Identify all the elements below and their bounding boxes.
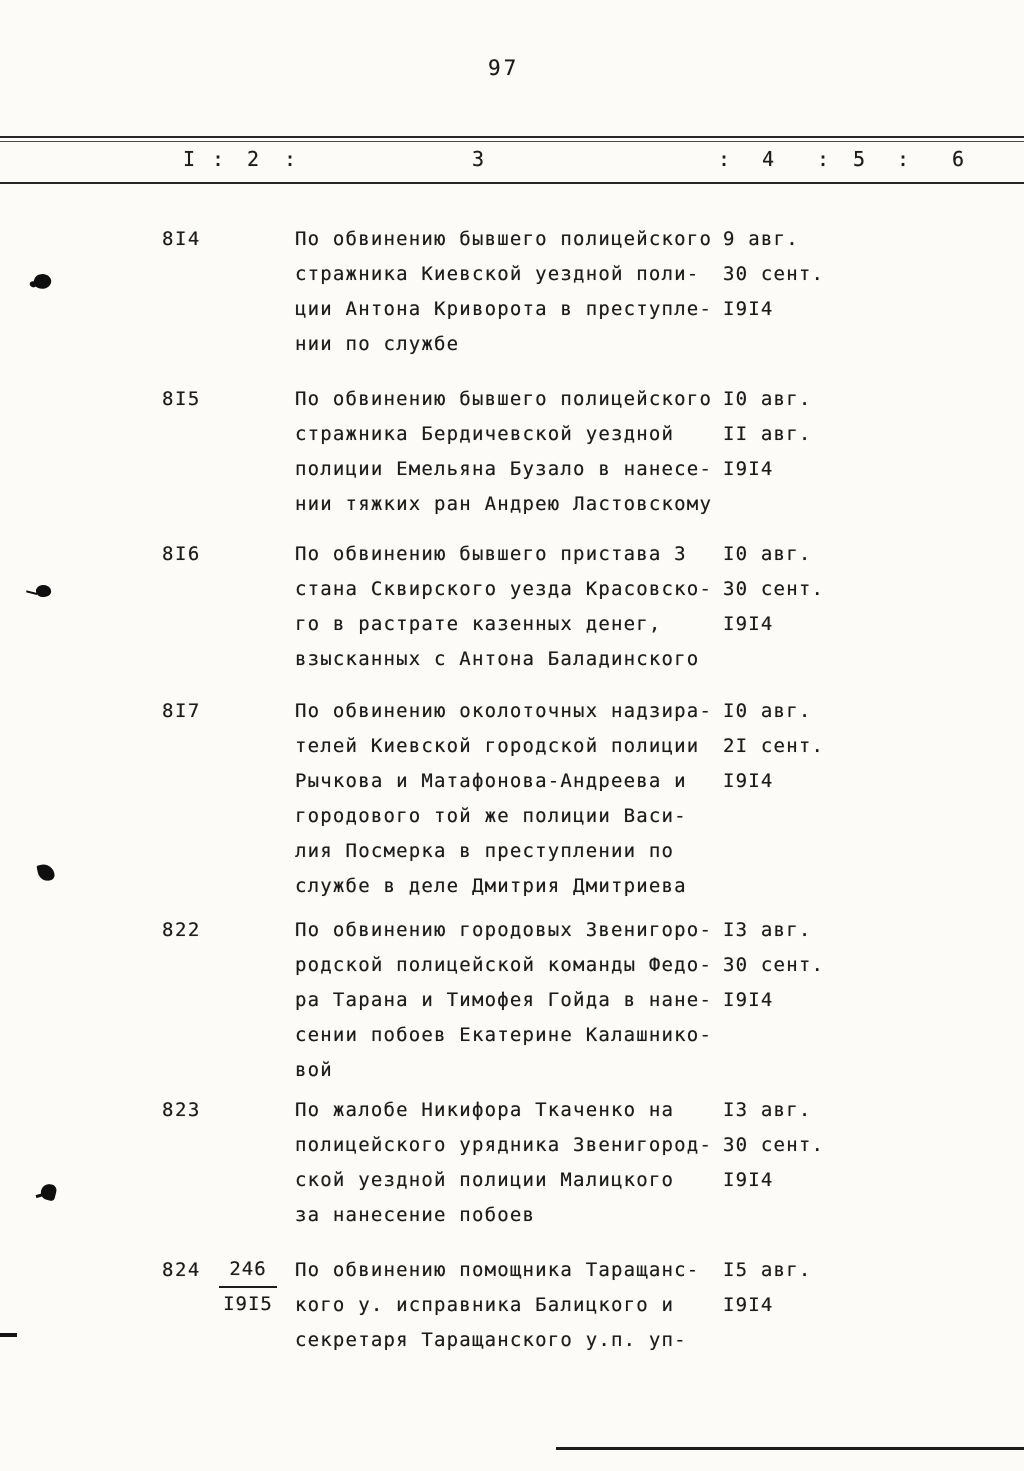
description-line: По обвинению околоточных надзира- <box>295 700 713 722</box>
description-line: По обвинению бывшего полицейского <box>295 228 713 250</box>
margin-mark <box>0 1333 17 1337</box>
description-line: кого у. исправника Балицкого и <box>295 1294 675 1316</box>
description-line: телей Киевской городской полиции <box>295 735 700 757</box>
case-number: 8I4 <box>162 228 201 250</box>
case-description <box>295 1253 725 1358</box>
case-dates <box>723 913 863 1018</box>
description-line: службе в деле Дмитрия Дмитриева <box>295 875 687 897</box>
date-line: 30 сент. <box>723 263 825 285</box>
description-line: ской уездной полиции Малицкого <box>295 1169 675 1191</box>
description-line: полицейского урядника Звенигород- <box>295 1134 713 1156</box>
date-line: I0 авг. <box>723 543 812 565</box>
case-description <box>295 1093 725 1233</box>
case-dates <box>723 1093 863 1198</box>
description-line: ции Антона Криворота в преступле- <box>295 298 713 320</box>
column-header-3: 3 <box>472 147 486 171</box>
description-line: По обвинению помощника Таращанс- <box>295 1259 700 1281</box>
column-header-4: 4 <box>762 147 776 171</box>
case-number: 8I5 <box>162 388 201 410</box>
description-line: полиции Емельяна Бузало в нанесе- <box>295 458 713 480</box>
description-line: стана Сквирского уезда Красовско- <box>295 578 713 600</box>
case-note-year: I9I5 <box>223 1293 273 1315</box>
case-dates <box>723 537 863 642</box>
case-dates <box>723 382 863 487</box>
description-line: нии тяжких ран Андрею Ластовскому <box>295 493 713 515</box>
date-line: I9I4 <box>723 989 774 1011</box>
date-line: I9I4 <box>723 1169 774 1191</box>
page-number: 97 <box>488 56 520 80</box>
description-line: секретаря Таращанского у.п. уп- <box>295 1329 687 1351</box>
column-separator: : <box>284 147 298 171</box>
description-line: Рычкова и Матафонова-Андреева и <box>295 770 687 792</box>
case-note-fraction <box>219 1253 277 1321</box>
case-number: 8I7 <box>162 700 201 722</box>
description-line: вой <box>295 1059 333 1081</box>
case-description <box>295 913 725 1088</box>
case-dates <box>723 694 863 799</box>
date-line: I3 авг. <box>723 1099 812 1121</box>
description-line: ра Тарана и Тимофея Гойда в нане- <box>295 989 713 1011</box>
date-line: I9I4 <box>723 770 774 792</box>
date-line: 30 сент. <box>723 578 825 600</box>
description-line: стражника Бердичевской уездной <box>295 423 675 445</box>
date-line: I9I4 <box>723 458 774 480</box>
description-line: нии по службе <box>295 333 460 355</box>
date-line: I0 авг. <box>723 388 812 410</box>
description-line: взысканных с Антона Баладинского <box>295 648 700 670</box>
case-description <box>295 537 725 677</box>
date-line: II авг. <box>723 423 812 445</box>
column-separator: : <box>212 147 226 171</box>
date-line: I0 авг. <box>723 700 812 722</box>
date-line: 30 сент. <box>723 1134 825 1156</box>
case-dates <box>723 222 863 327</box>
date-line: I9I4 <box>723 1294 774 1316</box>
case-dates <box>723 1253 863 1323</box>
description-line: лия Посмерка в преступлении по <box>295 840 675 862</box>
description-line: По жалобе Никифора Ткаченко на <box>295 1099 675 1121</box>
description-line: родской полицейской команды Федо- <box>295 954 713 976</box>
date-line: I3 авг. <box>723 919 812 941</box>
column-separator: : <box>718 147 732 171</box>
description-line: По обвинению бывшего пристава 3 <box>295 543 687 565</box>
bottom-edge-rule <box>556 1447 1024 1450</box>
date-line: 9 авг. <box>723 228 799 250</box>
column-header-6: 6 <box>952 147 966 171</box>
description-line: за нанесение побоев <box>295 1204 536 1226</box>
column-separator: : <box>817 147 831 171</box>
case-description <box>295 694 725 904</box>
case-number: 8I6 <box>162 543 201 565</box>
date-line: I9I4 <box>723 298 774 320</box>
column-header-2: 2 <box>247 147 261 171</box>
column-header-5: 5 <box>853 147 867 171</box>
column-header-1: I <box>183 147 197 171</box>
date-line: I5 авг. <box>723 1259 812 1281</box>
case-note-number: 246 <box>219 1253 277 1288</box>
case-description <box>295 222 725 362</box>
case-number: 822 <box>162 919 201 941</box>
description-line: По обвинению бывшего полицейского <box>295 388 713 410</box>
description-line: го в растрате казенных денег, <box>295 613 662 635</box>
description-line: сении побоев Екатерине Калашнико- <box>295 1024 713 1046</box>
date-line: 2I сент. <box>723 735 825 757</box>
column-separator: : <box>897 147 911 171</box>
case-number: 824 <box>162 1259 201 1281</box>
case-number: 823 <box>162 1099 201 1121</box>
description-line: По обвинению городовых Звенигоро- <box>295 919 713 941</box>
description-line: стражника Киевской уездной поли- <box>295 263 700 285</box>
date-line: I9I4 <box>723 613 774 635</box>
date-line: 30 сент. <box>723 954 825 976</box>
case-description <box>295 382 725 522</box>
description-line: городового той же полиции Васи- <box>295 805 687 827</box>
